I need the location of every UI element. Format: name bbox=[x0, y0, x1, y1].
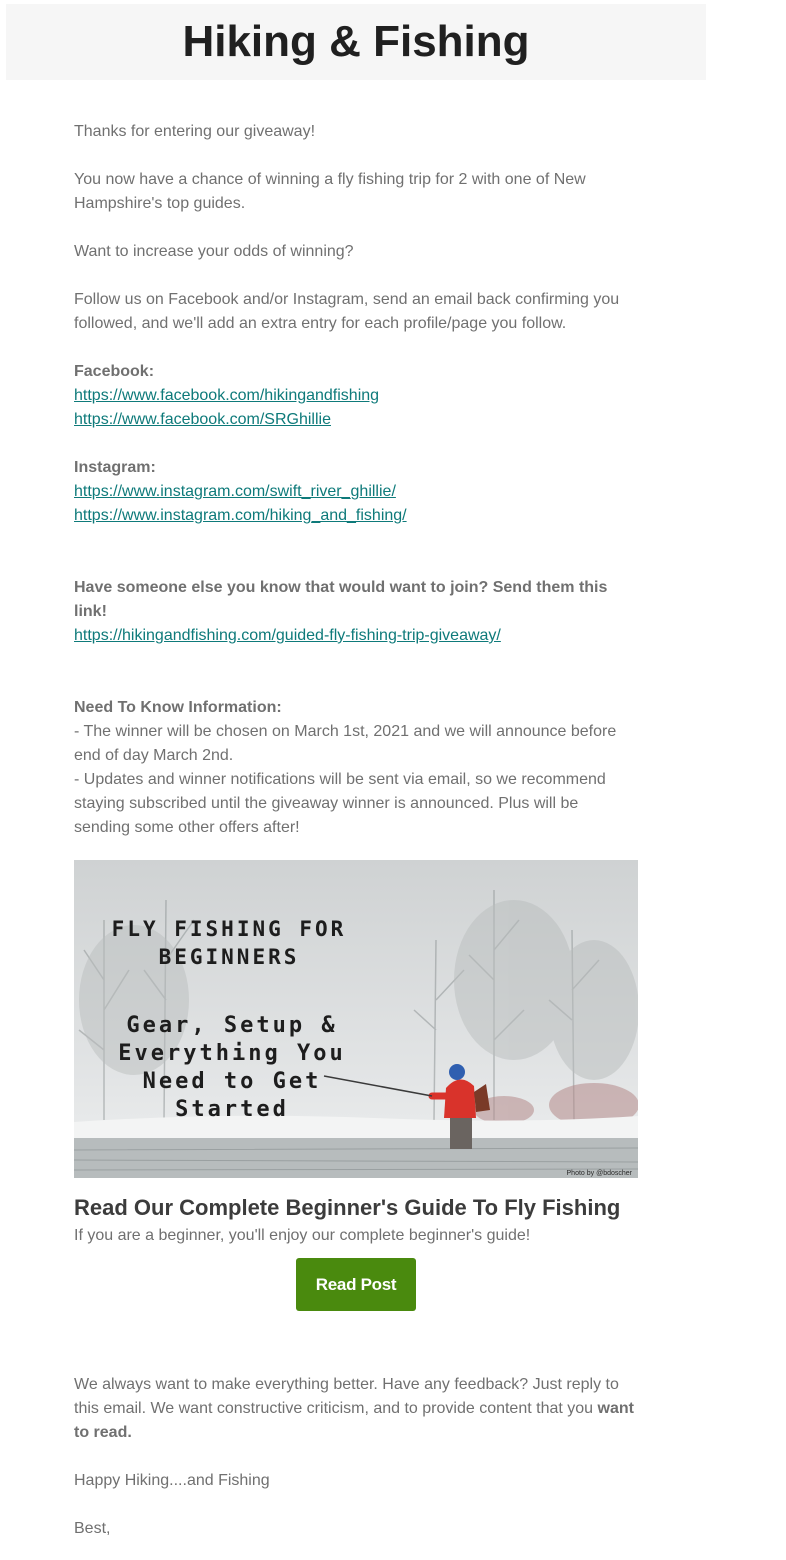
hero-headline-2: BEGINNERS bbox=[158, 945, 300, 969]
read-post-button[interactable]: Read Post bbox=[296, 1258, 416, 1311]
signoff-best: Best, bbox=[74, 1520, 111, 1537]
post-title[interactable]: Read Our Complete Beginner's Guide To Fly Fishing bbox=[74, 1195, 621, 1220]
facebook-label: Facebook: bbox=[74, 363, 155, 380]
thanks-text: Thanks for entering our giveaway! bbox=[74, 123, 316, 140]
facebook-link-srghillie[interactable]: https://www.facebook.com/SRGhillie bbox=[74, 411, 331, 428]
post-subtitle: If you are a beginner, you'll enjoy our complete beginner's guide! bbox=[74, 1227, 531, 1244]
info-line-winner: - The winner will be chosen on March 1st, 2021 and we will announce before end of day March 2nd. bbox=[74, 723, 617, 764]
instagram-link-swift-river[interactable]: https://www.instagram.com/swift_river_ghillie/ bbox=[74, 483, 396, 500]
hero-sub-4: Started bbox=[175, 1097, 289, 1122]
feedback-main: We always want to make everything better. Have any feedback? Just reply to this email. We want constructive criticism, and to provide content that you bbox=[74, 1376, 619, 1417]
hero-sub-3: Need to Get bbox=[142, 1069, 322, 1094]
email-header bbox=[6, 4, 706, 80]
hero-headline-1: FLY FISHING FOR bbox=[111, 917, 347, 941]
photo-credit: Photo by @bdoscher bbox=[566, 1170, 632, 1177]
odds-text: Want to increase your odds of winning? bbox=[74, 243, 354, 260]
giveaway-link[interactable]: https://hikingandfishing.com/guided-fly-fishing-trip-giveaway/ bbox=[74, 627, 501, 644]
info-label: Need To Know Information: bbox=[74, 699, 282, 716]
facebook-link-hikingandfishing[interactable]: https://www.facebook.com/hikingandfishing bbox=[74, 387, 380, 404]
feedback-text bbox=[74, 1373, 638, 1445]
blog-hero-image[interactable] bbox=[74, 860, 638, 1178]
follow-text: Follow us on Facebook and/or Instagram, send an email back confirming you followed, and we'll add an extra entry for each profile/page you follow. bbox=[74, 291, 620, 332]
hero-sub-1: Gear, Setup & bbox=[126, 1013, 338, 1038]
info-line-updates: - Updates and winner notifications will be sent via email, so we recommend staying subscribed until the giveaway winner is announced. Plus will be sending some other offers after! bbox=[74, 771, 606, 836]
email-body bbox=[74, 120, 638, 1541]
share-text: Have someone else you know that would want to join? Send them this link! bbox=[74, 579, 608, 620]
instagram-link-hiking-and-fishing[interactable]: https://www.instagram.com/hiking_and_fishing/ bbox=[74, 507, 407, 524]
feedback-emphasis: want to read. bbox=[74, 1400, 634, 1441]
chance-text: You now have a chance of winning a fly fishing trip for 2 with one of New Hampshire's top guides. bbox=[74, 171, 586, 212]
brand-title: Hiking & Fishing bbox=[182, 17, 530, 66]
instagram-label: Instagram: bbox=[74, 459, 156, 476]
signoff-happy: Happy Hiking....and Fishing bbox=[74, 1472, 270, 1489]
hero-sub-2: Everything You bbox=[118, 1041, 346, 1066]
